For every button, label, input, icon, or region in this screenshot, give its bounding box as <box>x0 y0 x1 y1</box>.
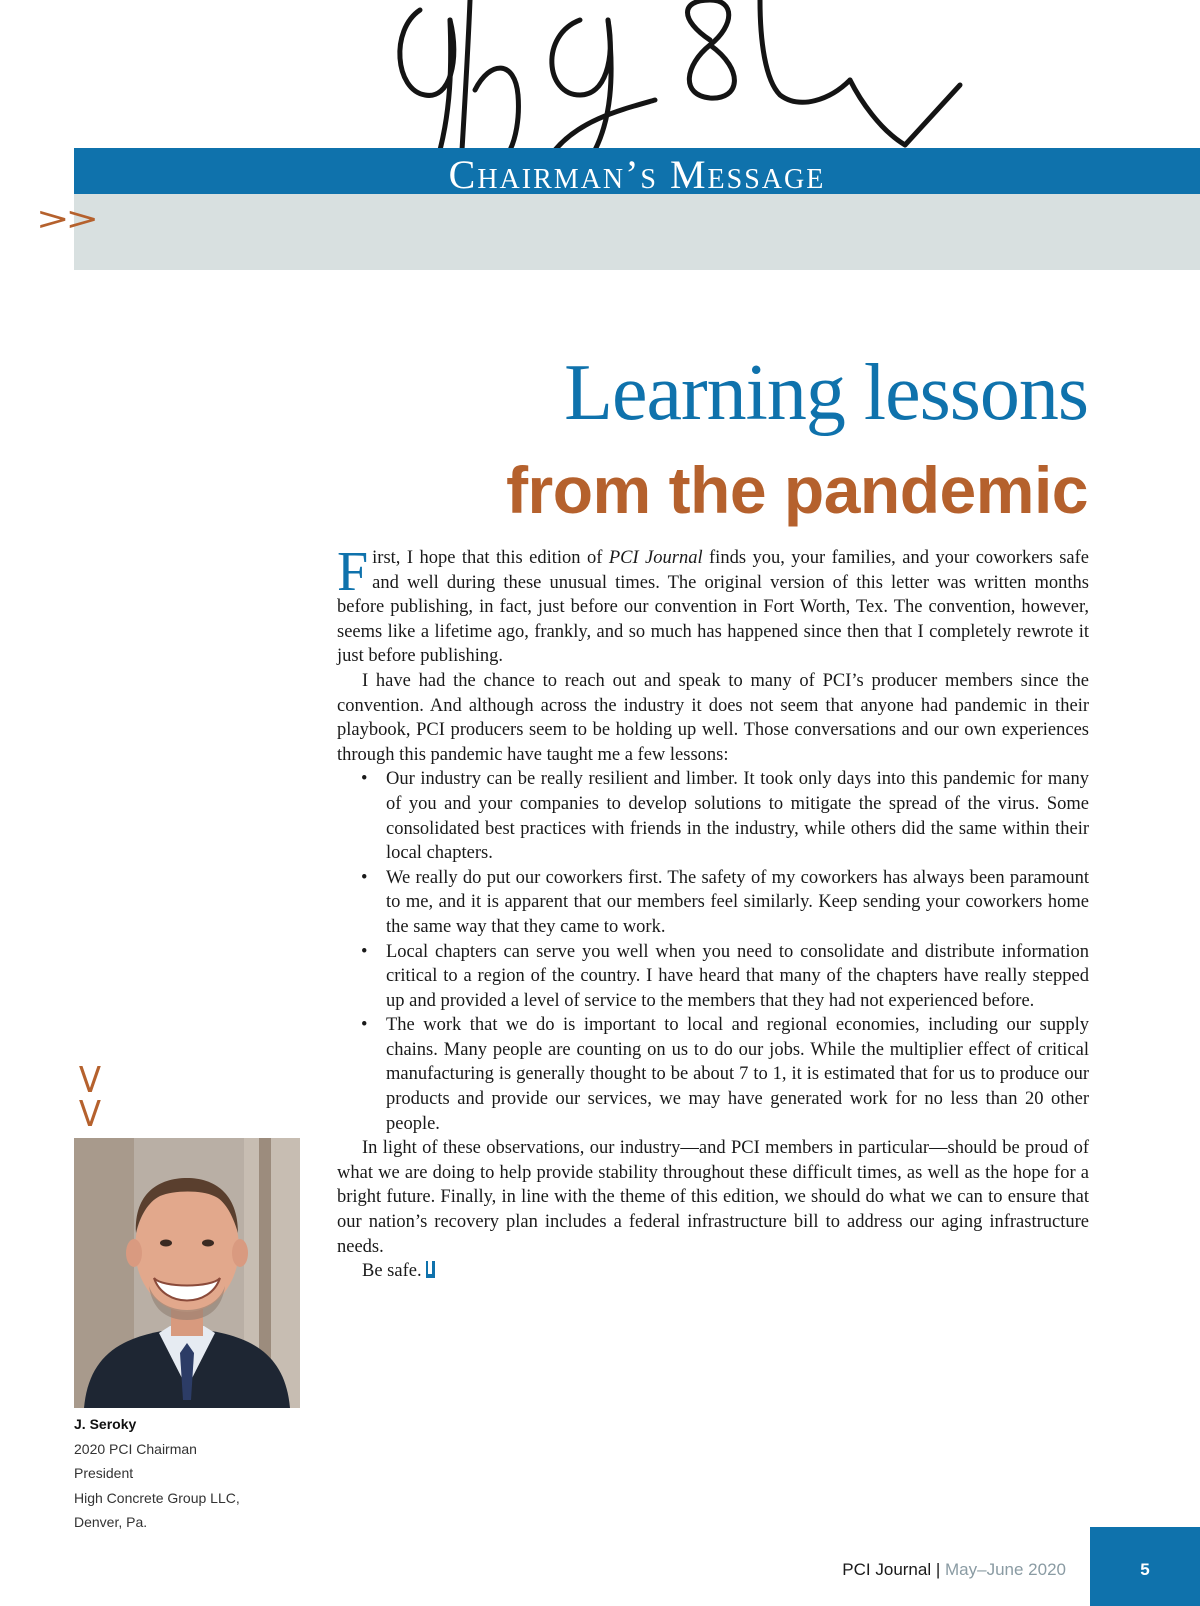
section-title: Chairman’s Message <box>448 152 826 194</box>
closing-text: Be safe. <box>362 1261 422 1282</box>
chevron-right-icon: >> <box>36 200 96 238</box>
list-item: • Our industry can be really resilient and limber. It took only days into this pandemic for many of you and your companies to develop solutions to mitigate the spread of the virus. Some consolidated best practices with friends in the industry, while others did the same within their local chapters. <box>386 767 1089 865</box>
paragraph-1-text-b: finds you, your families, and your coworkers safe and well during these unusual times. The original version of this letter was written months before publishing, in fact, just before our convention in Fort Worth, Tex. The convention, however, seems like a lifetime ago, frankly, and so much has happened since then that I completely rewrote it just before publishing. <box>337 548 1089 667</box>
end-mark-icon <box>426 1261 435 1278</box>
journal-name: PCI Journal <box>608 548 703 568</box>
paragraph-3: In light of these observations, our industry—and PCI members in particular—should be proud of what we are doing to help provide stability throughout these difficult times, as well as the hope for a bright future. Finally, in line with the theme of this edition, we should do what we can to ensure that our nation’s recovery plan includes a federal infrastructure bill to address our aging infrastructure needs. <box>337 1138 1089 1257</box>
page-number: 5 <box>1140 1560 1150 1579</box>
author-name: J. Seroky <box>74 1416 137 1432</box>
list-item: • We really do put our coworkers first. The safety of my coworkers has always been paramount to me, and it is apparent that our members feel similarly. Keep sending your coworkers home the same way that they came to work. <box>386 866 1089 940</box>
chevron-down-icon: V V <box>78 1060 102 1135</box>
author-photo <box>74 1138 300 1408</box>
author-company: High Concrete Group LLC, <box>74 1489 240 1506</box>
paragraph-2: I have had the chance to reach out and speak to many of PCI’s producer members since the convention. And although across the industry it does not seem that anyone had pandemic in their playbook, PCI producers seem to be holding up well. Those conversations and our own experiences through this pandemic have taught me a few lessons: <box>337 670 1089 765</box>
lessons-list <box>337 767 1089 1136</box>
footer-journal: PCI Journal <box>842 1560 932 1579</box>
paragraph-1-text-a: irst, I hope that this edition of <box>372 548 609 568</box>
headline-line-1: Learning lessons <box>564 349 1088 437</box>
author-location: Denver, Pa. <box>74 1514 148 1530</box>
drop-cap: F <box>337 541 369 603</box>
author-title: 2020 PCI Chairman <box>74 1440 197 1457</box>
footer-citation <box>700 1556 1066 1584</box>
closing-line <box>337 1259 1089 1284</box>
footer-date: May–June 2020 <box>945 1560 1066 1579</box>
signature-image <box>380 0 1000 150</box>
list-item: • Local chapters can serve you well when you need to consolidate and distribute information critical to a region of the country. I have heard that many of the chapters have really stepped up and provided a level of service to the members that they had not experienced before. <box>386 940 1089 1014</box>
author-position: President <box>74 1465 134 1481</box>
header-gray-band <box>74 194 1200 270</box>
author-caption <box>74 1412 314 1535</box>
article-body <box>337 541 1089 1284</box>
paragraph-1 <box>337 541 1089 669</box>
list-item: • The work that we do is important to local and regional economies, including our supply chains. Many people are counting on us to do our jobs. While the multiplier effect of critical manufacturing is generally thought to be about 7 to 1, it is estimated that for us to produce our products and provide our services, we may have generated work for no less than 20 other people. <box>386 1013 1089 1136</box>
footer-separator: | <box>935 1560 941 1579</box>
headline-line-2: from the pandemic <box>506 453 1088 527</box>
